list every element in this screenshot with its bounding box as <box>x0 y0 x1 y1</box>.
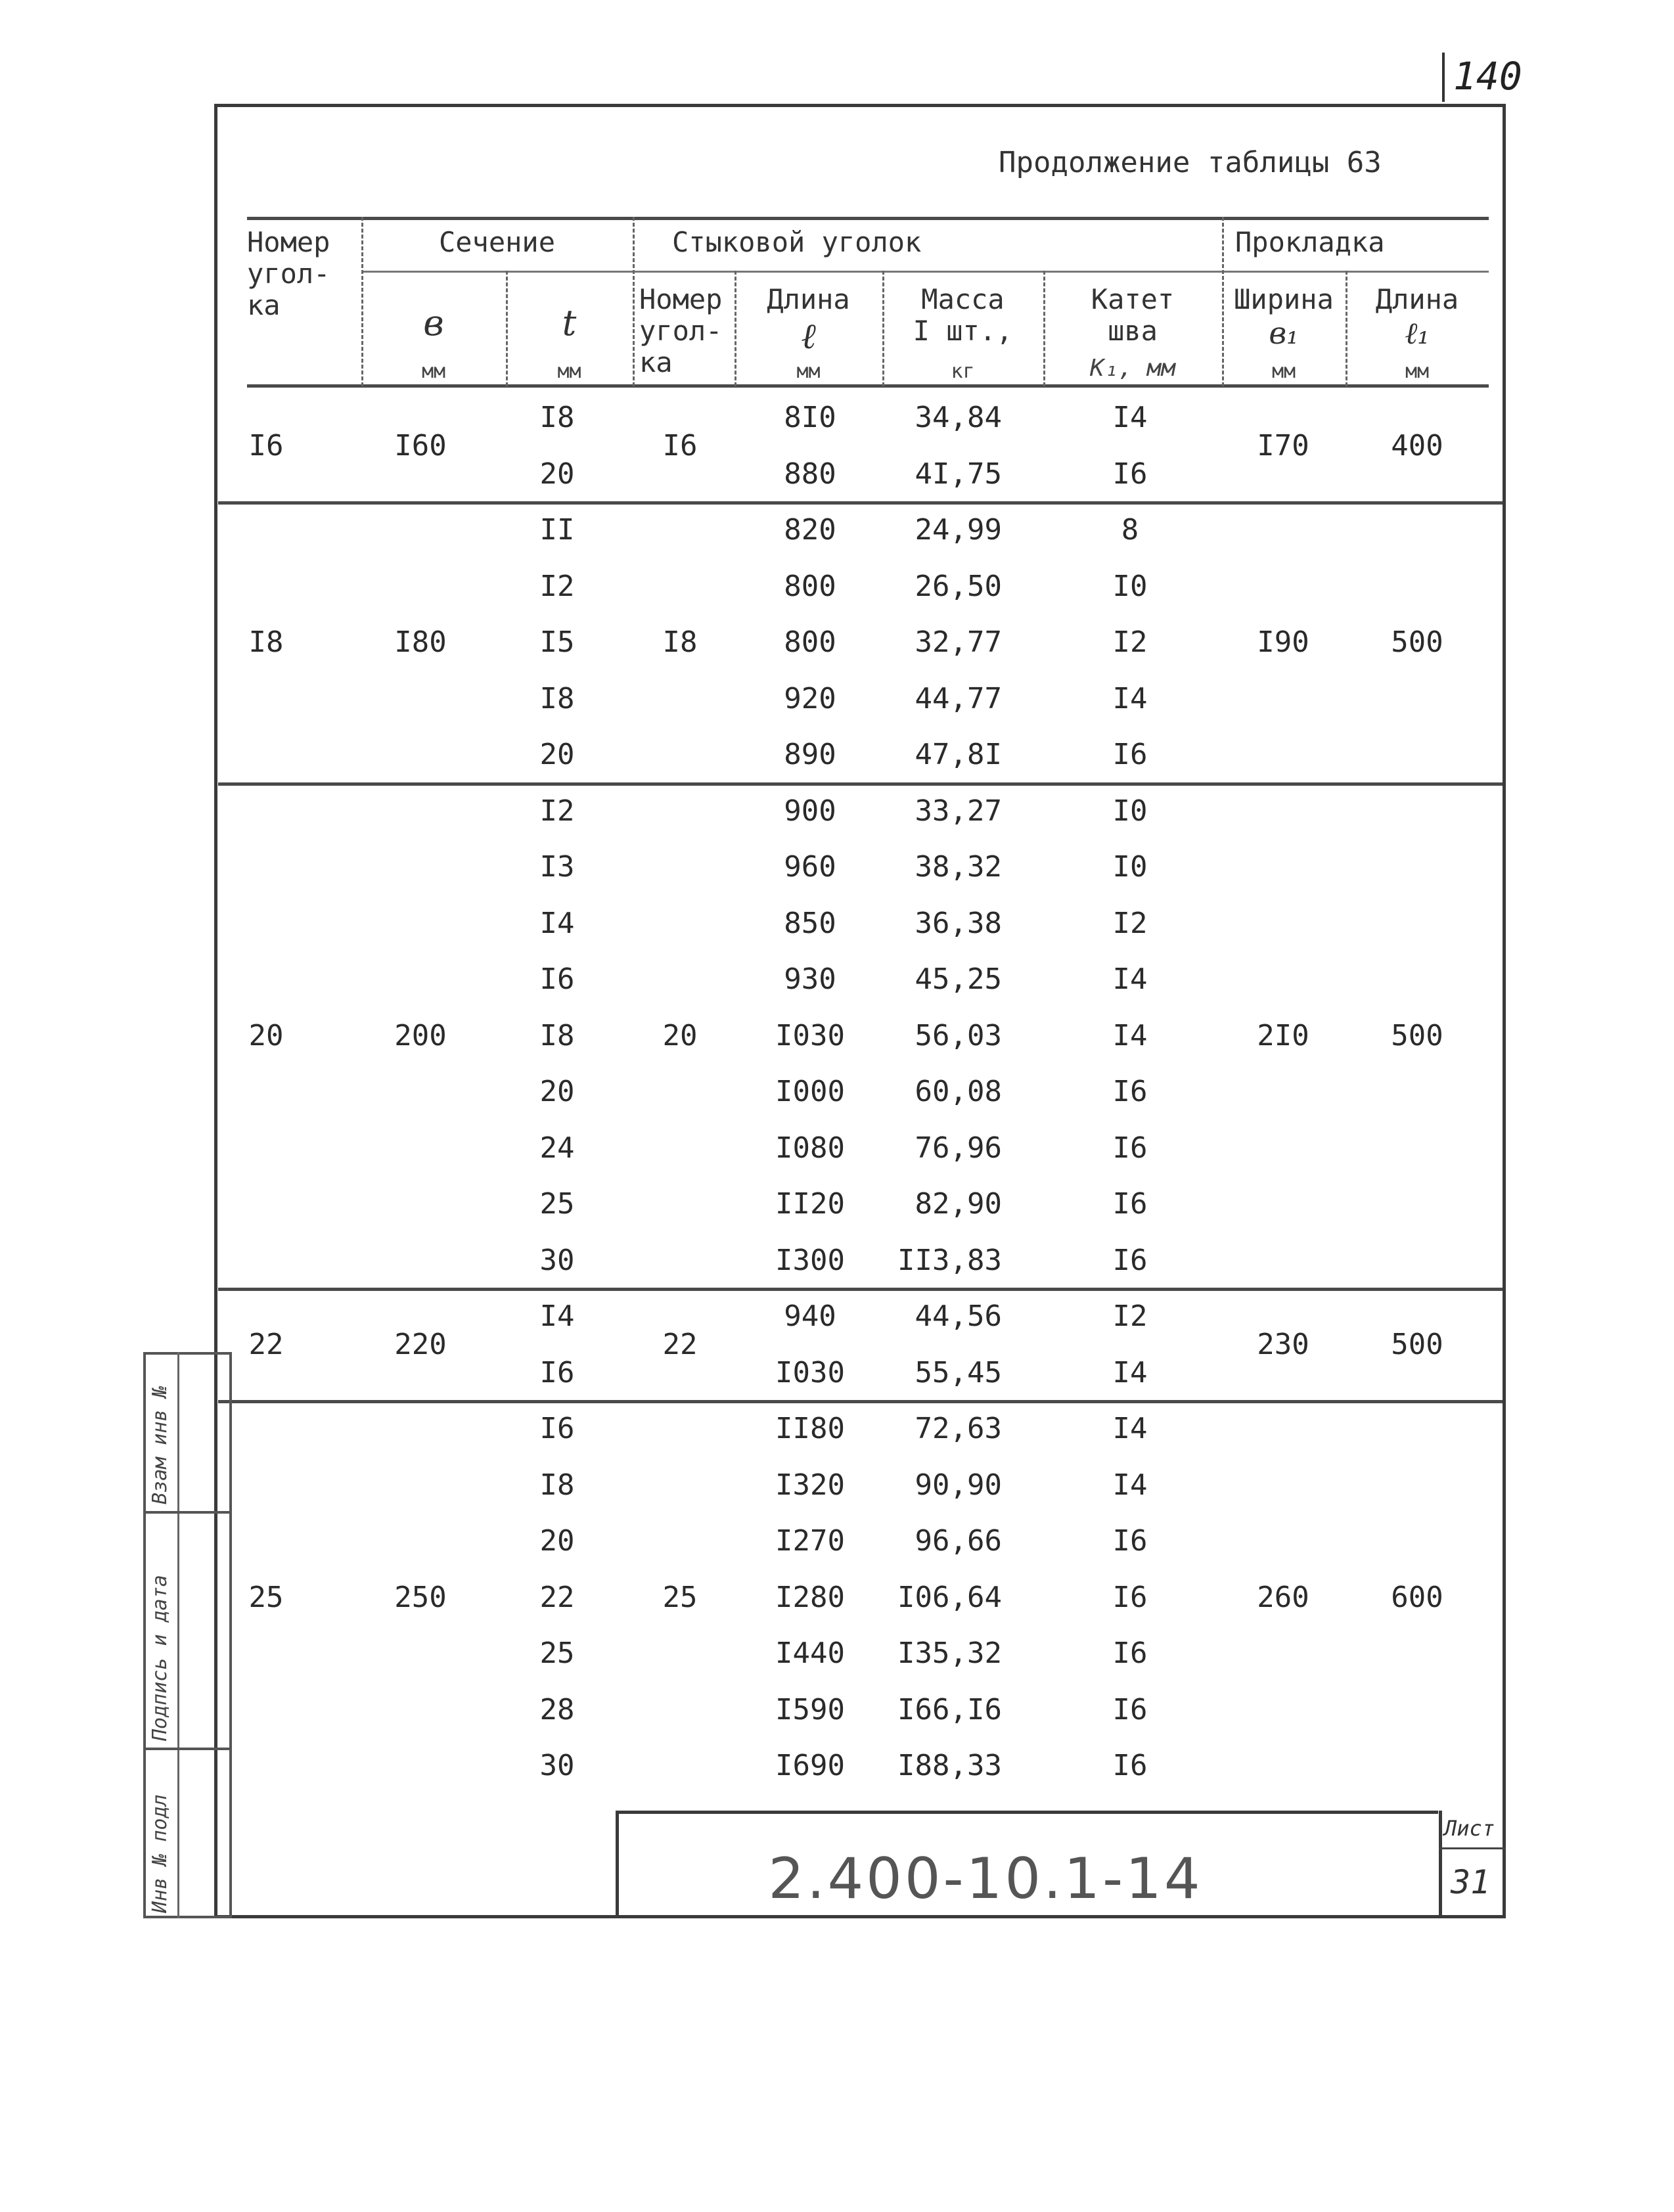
cell-mass: 4I,75 <box>915 457 1002 491</box>
cell-weld: I2 <box>1112 906 1148 940</box>
header-pad-width-unit: мм <box>1271 360 1296 383</box>
cell-length: I440 <box>775 1636 845 1670</box>
header-pad-length-unit: мм <box>1405 360 1430 383</box>
cell-mass: II3,83 <box>897 1243 1002 1277</box>
cell-section-b: I80 <box>394 625 447 659</box>
cell-weld: I4 <box>1112 1468 1148 1502</box>
group-separator <box>218 1400 1503 1403</box>
header-mass: Масса I шт., <box>913 283 1013 347</box>
side-label-original-inv: Инв № подл <box>148 1794 171 1913</box>
cell-joint-no: 22 <box>662 1327 698 1361</box>
header-joint-no: Номер угол- ка <box>639 283 723 378</box>
header-b-unit: мм <box>421 360 446 383</box>
cell-weld: I6 <box>1112 1692 1148 1727</box>
page-number: 140 <box>1453 54 1522 99</box>
cell-section-t: I8 <box>539 401 575 434</box>
side-stamp-divider <box>143 1511 232 1514</box>
cell-length: II20 <box>775 1187 845 1221</box>
cell-mass: I88,33 <box>897 1749 1002 1782</box>
cell-section-t: 30 <box>539 1243 575 1277</box>
side-stamp-divider <box>143 1748 232 1750</box>
cell-angle-no: 25 <box>248 1580 284 1614</box>
header-length-symbol: ℓ <box>801 315 816 357</box>
cell-section-t: 28 <box>539 1692 575 1727</box>
cell-weld: 8 <box>1121 513 1139 547</box>
cell-section-b: 250 <box>394 1580 447 1614</box>
cell-length: 960 <box>784 850 836 884</box>
cell-length: 920 <box>784 681 836 715</box>
cell-mass: I35,32 <box>897 1636 1002 1670</box>
cell-section-t: I8 <box>539 681 575 715</box>
cell-section-t: 20 <box>539 1075 575 1108</box>
cell-weld: I0 <box>1112 569 1148 603</box>
header-pad: Прокладка <box>1235 226 1385 258</box>
cell-section-t: I6 <box>539 1412 575 1445</box>
cell-section-t: I2 <box>539 794 575 828</box>
cell-section-t: I8 <box>539 1018 575 1052</box>
cell-section-t: I4 <box>539 1299 575 1333</box>
cell-weld: I6 <box>1112 457 1148 491</box>
cell-length: I000 <box>775 1075 845 1108</box>
side-label-replaced-inv: Взам инв № <box>148 1386 171 1504</box>
cell-length: 940 <box>784 1299 836 1333</box>
cell-angle-no: I8 <box>248 625 284 659</box>
cell-section-b: 220 <box>394 1327 447 1361</box>
header-mass-unit: кг <box>951 360 975 383</box>
cell-length: 800 <box>784 569 836 603</box>
cell-length: I030 <box>775 1018 845 1052</box>
cell-length: I030 <box>775 1355 845 1389</box>
cell-mass: 60,08 <box>915 1075 1002 1108</box>
cell-length: I320 <box>775 1468 845 1502</box>
document-code: 2.400-10.1-14 <box>768 1846 1203 1912</box>
side-stamp-column <box>177 1352 179 1918</box>
cell-section-t: 20 <box>539 1524 575 1558</box>
cell-weld: I4 <box>1112 1018 1148 1052</box>
group-separator <box>218 501 1503 505</box>
cell-pad-length: 500 <box>1391 625 1443 659</box>
cell-mass: 36,38 <box>915 906 1002 940</box>
header-pad-length: Длина <box>1375 283 1459 315</box>
cell-weld: I4 <box>1112 681 1148 715</box>
cell-section-t: I6 <box>539 962 575 996</box>
cell-section-t: 20 <box>539 738 575 771</box>
cell-joint-no: 20 <box>662 1018 698 1052</box>
cell-joint-no: I6 <box>662 428 698 463</box>
cell-pad-length: 500 <box>1391 1327 1443 1361</box>
cell-mass: 44,56 <box>915 1299 1002 1333</box>
cell-pad-width: I90 <box>1257 625 1309 659</box>
cell-section-t: I5 <box>539 625 575 659</box>
header-weld: Катет шва <box>1091 283 1175 347</box>
cell-mass: 47,8I <box>915 738 1002 771</box>
cell-pad-length: 500 <box>1391 1018 1443 1052</box>
cell-mass: I66,I6 <box>897 1692 1002 1727</box>
cell-pad-width: I70 <box>1257 428 1309 463</box>
cell-mass: 90,90 <box>915 1468 1002 1502</box>
cell-length: I080 <box>775 1131 845 1165</box>
table-caption: Продолжение таблицы 63 <box>999 146 1382 179</box>
cell-length: 850 <box>784 906 836 940</box>
cell-section-b: 200 <box>394 1018 447 1052</box>
cell-weld: I6 <box>1112 1243 1148 1277</box>
header-mid-rule <box>361 271 1489 273</box>
cell-section-t: I2 <box>539 569 575 603</box>
header-length-unit: мм <box>796 360 821 383</box>
cell-weld: I6 <box>1112 738 1148 771</box>
header-t-unit: мм <box>557 360 581 383</box>
cell-weld: I4 <box>1112 1355 1148 1389</box>
cell-joint-no: I8 <box>662 625 698 659</box>
cell-section-t: I8 <box>539 1468 575 1502</box>
header-b-symbol: в <box>423 302 444 344</box>
cell-section-t: 22 <box>539 1580 575 1614</box>
cell-mass: 76,96 <box>915 1131 1002 1165</box>
page-number-bar <box>1442 53 1445 102</box>
cell-section-t: 30 <box>539 1749 575 1782</box>
sheet-number: 31 <box>1451 1863 1491 1901</box>
cell-mass: 24,99 <box>915 513 1002 547</box>
header-t-symbol: t <box>562 302 577 344</box>
header-pad-length-symbol: ℓ₁ <box>1405 315 1430 351</box>
group-separator <box>218 782 1503 786</box>
cell-mass: I06,64 <box>897 1580 1002 1614</box>
cell-weld: I4 <box>1112 962 1148 996</box>
header-angle-no: Номер угол- ка <box>247 226 330 321</box>
cell-section-t: II <box>539 513 575 547</box>
header-section: Сечение <box>438 226 555 258</box>
cell-mass: 26,50 <box>915 569 1002 603</box>
header-bottom-rule <box>247 384 1489 388</box>
cell-section-t: 25 <box>539 1636 575 1670</box>
cell-mass: 32,77 <box>915 625 1002 659</box>
sheet-label: Лист <box>1444 1816 1495 1841</box>
cell-length: I270 <box>775 1524 845 1558</box>
cell-pad-length: 600 <box>1391 1580 1443 1614</box>
cell-angle-no: 20 <box>248 1018 284 1052</box>
cell-mass: 44,77 <box>915 681 1002 715</box>
header-top-rule <box>247 217 1489 220</box>
cell-length: I300 <box>775 1243 845 1277</box>
cell-mass: 72,63 <box>915 1412 1002 1445</box>
cell-section-t: I3 <box>539 850 575 884</box>
cell-length: I280 <box>775 1580 845 1614</box>
cell-mass: 56,03 <box>915 1018 1002 1052</box>
cell-length: 880 <box>784 457 836 491</box>
cell-section-t: I4 <box>539 906 575 940</box>
cell-mass: 38,32 <box>915 850 1002 884</box>
header-pad-width: Ширина <box>1234 283 1334 315</box>
cell-pad-width: 230 <box>1257 1327 1309 1361</box>
cell-length: 8I0 <box>784 401 836 434</box>
cell-weld: I4 <box>1112 401 1148 434</box>
cell-weld: I2 <box>1112 1299 1148 1333</box>
cell-length: 890 <box>784 738 836 771</box>
cell-pad-length: 400 <box>1391 428 1443 463</box>
cell-section-t: 25 <box>539 1187 575 1221</box>
cell-section-b: I60 <box>394 428 447 463</box>
cell-length: 820 <box>784 513 836 547</box>
cell-section-t: I6 <box>539 1355 575 1389</box>
cell-weld: I2 <box>1112 625 1148 659</box>
side-label-signature-date: Подпись и дата <box>148 1575 171 1741</box>
cell-weld: I6 <box>1112 1580 1148 1614</box>
cell-weld: I6 <box>1112 1075 1148 1108</box>
cell-angle-no: 22 <box>248 1327 284 1361</box>
cell-section-t: 24 <box>539 1131 575 1165</box>
sheet-box-divider <box>1439 1847 1506 1849</box>
cell-section-t: 20 <box>539 457 575 491</box>
cell-mass: 82,90 <box>915 1187 1002 1221</box>
group-separator <box>218 1288 1503 1291</box>
cell-weld: I6 <box>1112 1187 1148 1221</box>
cell-weld: I0 <box>1112 794 1148 828</box>
header-length: Длина <box>767 283 850 315</box>
cell-weld: I6 <box>1112 1524 1148 1558</box>
cell-mass: 45,25 <box>915 962 1002 996</box>
cell-length: I690 <box>775 1749 845 1782</box>
cell-length: 900 <box>784 794 836 828</box>
cell-length: II80 <box>775 1412 845 1445</box>
header-weld-symbol: K₁, мм <box>1089 355 1176 382</box>
cell-weld: I0 <box>1112 850 1148 884</box>
cell-length: I590 <box>775 1692 845 1727</box>
cell-length: 800 <box>784 625 836 659</box>
cell-weld: I6 <box>1112 1749 1148 1782</box>
cell-weld: I6 <box>1112 1131 1148 1165</box>
cell-pad-width: 2I0 <box>1257 1018 1309 1052</box>
cell-mass: 34,84 <box>915 401 1002 434</box>
cell-mass: 96,66 <box>915 1524 1002 1558</box>
cell-mass: 55,45 <box>915 1355 1002 1389</box>
cell-weld: I6 <box>1112 1636 1148 1670</box>
cell-angle-no: I6 <box>248 428 284 463</box>
header-pad-width-symbol: в₁ <box>1269 315 1299 351</box>
cell-joint-no: 25 <box>662 1580 698 1614</box>
header-joint-angle: Стыковой уголок <box>672 226 922 258</box>
cell-weld: I4 <box>1112 1412 1148 1445</box>
cell-length: 930 <box>784 962 836 996</box>
cell-mass: 33,27 <box>915 794 1002 828</box>
cell-pad-width: 260 <box>1257 1580 1309 1614</box>
